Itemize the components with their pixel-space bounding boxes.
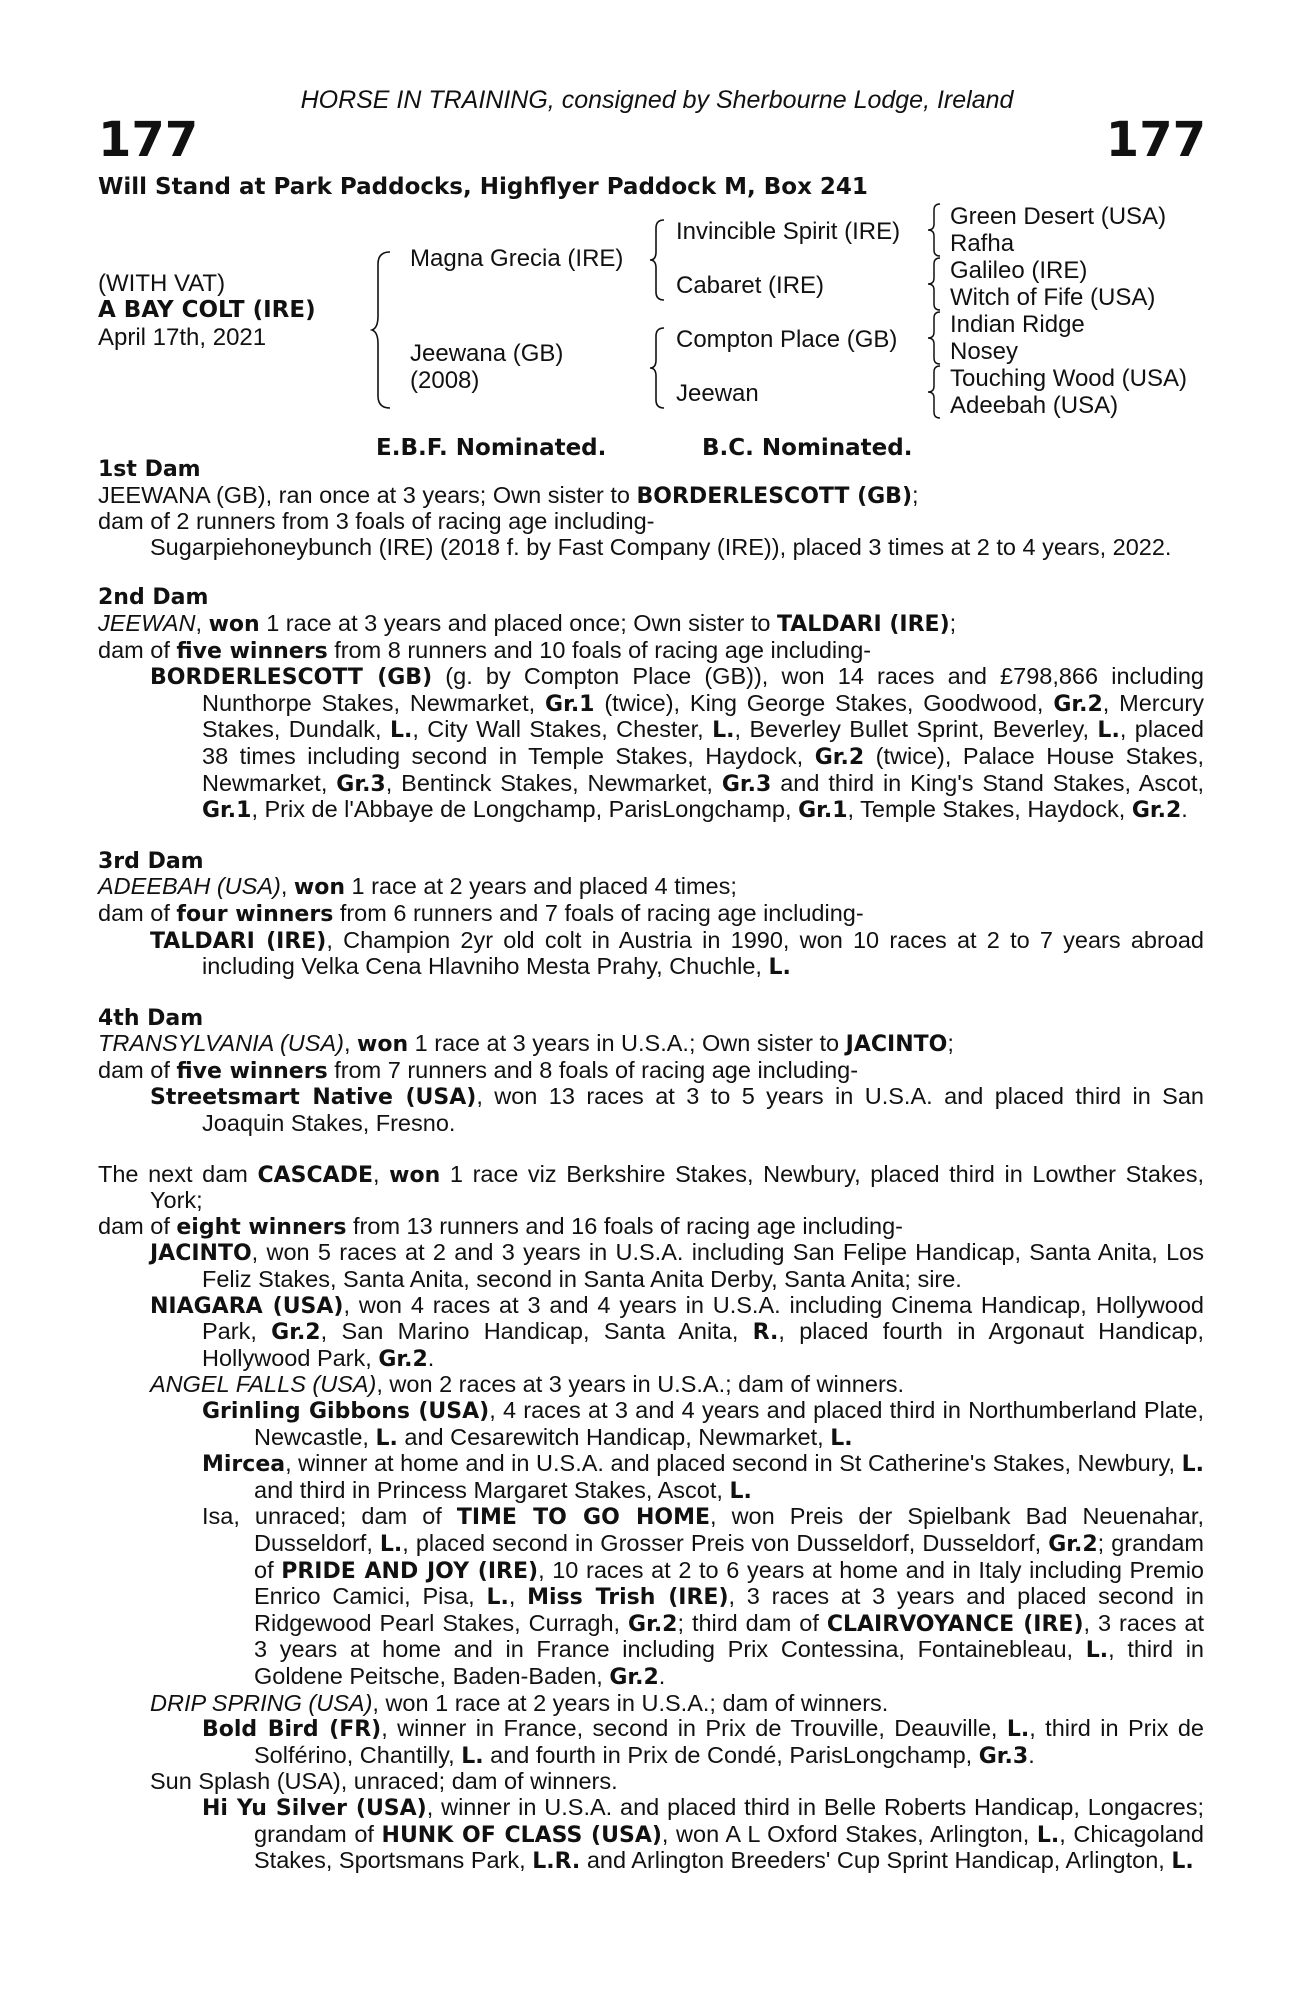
fourth-dam-runner: Streetsmart Native (USA), won 13 races at 3 to 5 years in U.S.A. and placed third in San Joaquin Stakes, Fresno. — [150, 1083, 1204, 1137]
next-dam-produce: dam of eight winners from 13 runners and 16 foals of racing age including- — [98, 1212, 903, 1240]
runner-niagara: NIAGARA (USA), won 4 races at 3 and 4 years in U.S.A. including Cinema Handicap, Hollywood Park, Gr.2, San Marino Handicap, Santa Anita, R., placed fourth in Argonaut Handicap, Hollywood Park, Gr.2. — [150, 1291, 1204, 1372]
sire-dam: Cabaret (IRE) — [676, 272, 825, 299]
runner-grinling-gibbons: Grinling Gibbons (USA), 4 races at 3 and 4 years and placed third in Northumberland Plate, Newcastle, L. and Cesarewitch Handicap, Newmarket, L. — [202, 1397, 1204, 1451]
runner-hi-yu-silver: Hi Yu Silver (USA), winner in U.S.A. and placed third in Belle Roberts Handicap, Longacres; grandam of HUNK OF CLASS (USA), won A L Oxford Stakes, Arlington, L., Chicagoland Stakes, Sportsmans Park, L.R. and Arlington Breeders' Cup Sprint Handicap, Arlington, L. — [202, 1793, 1205, 1875]
runner-angel-falls: ANGEL FALLS (USA), won 2 races at 3 years in U.S.A.; dam of winners. — [150, 1371, 905, 1398]
third-dam-produce: dam of four winners from 6 runners and 7 foals of racing age including- — [98, 899, 864, 927]
lot-number-left: 177 — [98, 112, 199, 168]
produce-record — [98, 457, 1204, 1875]
dam-year: (2008) — [410, 367, 480, 394]
sire-sire: Invincible Spirit (IRE) — [676, 218, 901, 245]
third-dam-heading: 3rd Dam — [98, 848, 204, 874]
second-dam-produce: dam of five winners from 8 runners and 10 foals of racing age including- — [98, 636, 872, 664]
sire-name: Magna Grecia (IRE) — [410, 245, 624, 272]
stand-location: Will Stand at Park Paddocks, Highflyer Paddock M, Box 241 — [98, 174, 868, 200]
foaling-date: April 17th, 2021 — [98, 324, 267, 351]
dam-dam: Jeewan — [676, 380, 759, 407]
dam-sire-dam: Nosey — [950, 338, 1019, 365]
brace-icon — [370, 250, 394, 410]
runner-mircea: Mircea, winner at home and in U.S.A. and placed second in St Catherine's Stakes, Newbury, L. and third in Princess Margaret Stakes, Ascot, L. — [202, 1450, 1204, 1504]
third-dam-line: ADEEBAH (USA), won 1 race at 2 years and placed 4 times; — [98, 873, 737, 901]
third-dam-runner: TALDARI (IRE), Champion 2yr old colt in Austria in 1990, won 10 races at 2 to 7 years abroad including Velka Cena Hlavniho Mesta Prahy, Chuchle, L. — [150, 926, 1204, 981]
dam-sire-sire: Indian Ridge — [950, 311, 1085, 338]
sire-dam-sire: Galileo (IRE) — [950, 257, 1088, 284]
first-dam-line: JEEWANA (GB), ran once at 3 years; Own sister to BORDERLESCOTT (GB); — [98, 481, 919, 509]
sire-sire-dam: Rafha — [950, 230, 1015, 257]
first-dam-heading: 1st Dam — [98, 457, 201, 482]
first-dam-runner: Sugarpiehoneybunch (IRE) (2018 f. by Fast Company (IRE)), placed 3 times at 2 to 4 years, 2022. — [150, 533, 1172, 560]
runner-sun-splash: Sun Splash (USA), unraced; dam of winners. — [150, 1768, 618, 1795]
first-dam-produce: dam of 2 runners from 3 foals of racing age including- — [98, 508, 655, 535]
fourth-dam-produce: dam of five winners from 7 runners and 8 foals of racing age including- — [98, 1056, 859, 1084]
brace-icon — [926, 202, 944, 258]
bc-nomination: B.C. Nominated. — [702, 435, 913, 461]
brace-icon — [926, 256, 944, 312]
lot-number-right: 177 — [1105, 112, 1206, 168]
dam-dam-dam: Adeebah (USA) — [950, 392, 1119, 419]
brace-icon — [926, 310, 944, 366]
ebf-nomination: E.B.F. Nominated. — [376, 435, 607, 461]
fourth-dam-heading: 4th Dam — [98, 1005, 204, 1031]
sire-sire-sire: Green Desert (USA) — [950, 203, 1167, 230]
second-dam-heading: 2nd Dam — [98, 585, 209, 611]
dam-name: Jeewana (GB) — [410, 340, 564, 367]
runner-isa: Isa, unraced; dam of TIME TO GO HOME, won Preis der Spielbank Bad Neuenahar, Dusseldorf, L., placed second in Grosser Preis von Dusseldorf, Dusseldorf, Gr.2; grandam of PRIDE AND JOY (IRE), 10 races at 2 to 6 years at home and in Italy including Premio Enrico Camici, Pisa, L., Miss Trish (IRE), 3 races at 3 years and placed second in Ridgewood Pearl Stakes, Curragh, Gr.2; third dam of CLAIRVOYANCE (IRE), 3 races at 3 years at home and in France including Prix Contessina, Fontainebleau, L., third in Goldene Peitsche, Baden-Baden, Gr.2. — [202, 1503, 1205, 1690]
brace-icon — [648, 326, 668, 410]
dam-sire: Compton Place (GB) — [676, 326, 898, 353]
second-dam-line: JEEWAN, won 1 race at 3 years and placed once; Own sister to TALDARI (IRE); — [98, 609, 957, 637]
vat-note: (WITH VAT) — [98, 270, 226, 297]
fourth-dam-line: TRANSYLVANIA (USA), won 1 race at 3 years in U.S.A.; Own sister to JACINTO; — [98, 1030, 954, 1058]
second-dam-runner: BORDERLESCOTT (GB) (g. by Compton Place (GB)), won 14 races and £798,866 including Nunthorpe Stakes, Newmarket, Gr.1 (twice), King George Stakes, Goodwood, Gr.2, Mercury Stakes, Dundalk, L., City Wall Stakes, Chester, L., Beverley Bullet Sprint, Beverley, L., placed 38 times including second in Temple Stakes, Haydock, Gr.2 (twice), Palace House Stakes, Newmarket, Gr.3, Bentinck Stakes, Newmarket, Gr.3 and third in King's Stand Stakes, Ascot, Gr.1, Prix de l'Abbaye de Longchamp, ParisLongchamp, Gr.1, Temple Stakes, Haydock, Gr.2. — [150, 663, 1205, 824]
dam-dam-sire: Touching Wood (USA) — [950, 365, 1187, 392]
runner-jacinto: JACINTO, won 5 races at 2 and 3 years in U.S.A. including San Felipe Handicap, Santa Anita, Los Feliz Stakes, Santa Anita, second in Santa Anita Derby, Santa Anita; sire. — [150, 1239, 1204, 1293]
brace-icon — [648, 218, 668, 302]
runner-drip-spring: DRIP SPRING (USA), won 1 race at 2 years in U.S.A.; dam of winners. — [150, 1689, 889, 1716]
brace-icon — [926, 364, 944, 420]
consignor-line: HORSE IN TRAINING, consigned by Sherbourne Lodge, Ireland — [300, 86, 1014, 114]
sire-dam-dam: Witch of Fife (USA) — [950, 284, 1156, 311]
next-dam-line: The next dam CASCADE, won 1 race viz Berkshire Stakes, Newbury, placed third in Lowther Stakes, York; — [98, 1160, 1204, 1214]
runner-bold-bird: Bold Bird (FR), winner in France, second in Prix de Trouville, Deauville, L., third in Prix de Solférino, Chantilly, L. and fourth in Prix de Condé, ParisLongchamp, Gr.3. — [202, 1715, 1204, 1769]
horse-name: A BAY COLT (IRE) — [98, 297, 316, 323]
